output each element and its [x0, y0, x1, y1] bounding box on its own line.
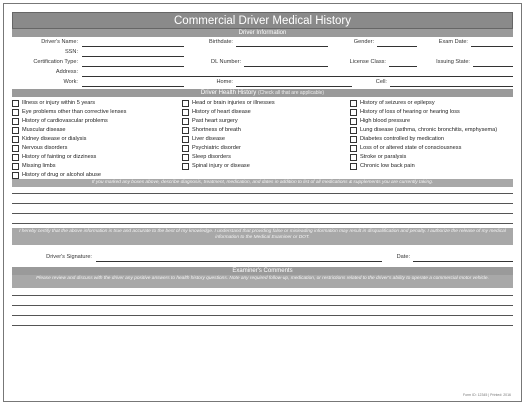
condition-checkbox[interactable]	[350, 136, 357, 143]
form-footer: Form ID: 12345 | Printed: 2016	[463, 393, 511, 397]
examiner-comments-header: Examiner's Comments	[12, 267, 513, 275]
condition-checkbox[interactable]	[182, 154, 189, 161]
condition-item[interactable]	[12, 135, 86, 144]
cell-phone-label: Cell:	[375, 79, 387, 85]
condition-checkbox[interactable]	[182, 109, 189, 116]
condition-label: Muscular disease	[22, 127, 66, 133]
condition-checkbox[interactable]	[182, 136, 189, 143]
dl-number-field[interactable]	[244, 66, 328, 67]
condition-label: Chronic low back pain	[360, 163, 415, 169]
signature-field[interactable]	[96, 261, 382, 262]
condition-item[interactable]	[182, 108, 251, 117]
comment-line[interactable]	[12, 325, 513, 326]
condition-item[interactable]	[350, 162, 415, 171]
condition-label: Psychiatric disorder	[192, 145, 241, 151]
condition-checkbox[interactable]	[350, 100, 357, 107]
condition-label: Liver disease	[192, 136, 225, 142]
condition-label: Nervous disorders	[22, 145, 68, 151]
health-history-title: Driver Health History	[200, 90, 257, 96]
condition-item[interactable]	[350, 99, 435, 108]
issuing-state-field[interactable]	[473, 66, 513, 67]
condition-label: Shortness of breath	[192, 127, 241, 133]
form-body	[12, 12, 513, 335]
condition-checkbox[interactable]	[182, 127, 189, 134]
condition-item[interactable]	[12, 108, 126, 117]
examiner-instructions: Please review and discuss with the driver any positive answers to health history questions. Note any required follow-up, medication, or restrictions related to the driver's ability to operate a commercial motor vehicle.	[12, 275, 513, 288]
gender-label: Gender:	[353, 39, 374, 45]
condition-item[interactable]	[12, 144, 67, 153]
condition-label: History of loss of hearing or hearing loss	[360, 109, 460, 115]
driver-info-header: Driver Information	[12, 29, 513, 37]
condition-label: Past heart surgery	[192, 118, 238, 124]
condition-checkbox[interactable]	[350, 145, 357, 152]
comment-line[interactable]	[12, 305, 513, 306]
explanation-line[interactable]	[12, 213, 513, 214]
condition-checkbox[interactable]	[350, 118, 357, 125]
condition-label: Kidney disease or dialysis	[22, 136, 87, 142]
condition-label: History of fainting or dizziness	[22, 154, 97, 160]
condition-checkbox[interactable]	[12, 127, 19, 134]
home-phone-field[interactable]	[236, 86, 352, 87]
condition-label: Sleep disorders	[192, 154, 231, 160]
condition-item[interactable]	[12, 117, 108, 126]
home-phone-label: Home:	[216, 79, 233, 85]
condition-item[interactable]	[350, 153, 406, 162]
condition-item[interactable]	[182, 126, 241, 135]
cell-phone-field[interactable]	[390, 86, 513, 87]
explanation-line[interactable]	[12, 193, 513, 194]
condition-label: History of seizures or epilepsy	[360, 100, 435, 106]
condition-checkbox[interactable]	[12, 172, 19, 179]
condition-checkbox[interactable]	[12, 145, 19, 152]
signature-date-field[interactable]	[413, 261, 513, 262]
condition-checkbox[interactable]	[350, 127, 357, 134]
condition-item[interactable]	[350, 126, 497, 135]
condition-item[interactable]	[182, 153, 231, 162]
condition-label: Missing limbs	[22, 163, 56, 169]
cert-type-field[interactable]	[82, 66, 184, 67]
condition-checkbox[interactable]	[12, 118, 19, 125]
exam-date-label: Exam Date:	[438, 39, 468, 45]
condition-item[interactable]	[12, 126, 66, 135]
condition-checkbox[interactable]	[12, 136, 19, 143]
drivers-name-label: Driver's Name:	[41, 39, 78, 45]
condition-label: Diabetes controlled by medication	[360, 136, 444, 142]
cert-type-label: Certification Type:	[33, 59, 78, 65]
condition-item[interactable]	[350, 108, 460, 117]
license-class-field[interactable]	[389, 66, 417, 67]
ssn-field[interactable]	[82, 56, 184, 57]
condition-checkbox[interactable]	[182, 100, 189, 107]
condition-item[interactable]	[182, 117, 238, 126]
explain-instructions: If you marked any boxes above, describe diagnosis, treatment, medication, and dates in addition to list of all medications & supplements you are currently taking.	[12, 179, 513, 187]
signature-row	[12, 251, 513, 265]
driver-info-section	[12, 37, 513, 101]
condition-checkbox[interactable]	[12, 100, 19, 107]
form-title: Commercial Driver Medical History	[12, 12, 513, 29]
condition-label: Loss of or altered state of consciousness	[360, 145, 462, 151]
condition-checkbox[interactable]	[182, 145, 189, 152]
work-phone-label: Work:	[63, 79, 78, 85]
condition-label: High blood pressure	[360, 118, 411, 124]
condition-item[interactable]	[182, 162, 250, 171]
gender-field[interactable]	[377, 46, 417, 47]
condition-checkbox[interactable]	[12, 163, 19, 170]
condition-checkbox[interactable]	[182, 163, 189, 170]
signature-label: Driver's Signature:	[46, 254, 92, 260]
drivers-name-field[interactable]	[82, 46, 184, 47]
health-conditions-grid	[12, 97, 513, 177]
condition-checkbox[interactable]	[12, 109, 19, 116]
condition-item[interactable]	[12, 162, 56, 171]
birthdate-label: Birthdate:	[209, 39, 233, 45]
comment-line[interactable]	[12, 295, 513, 296]
condition-item[interactable]	[182, 99, 275, 108]
condition-label: Illness or injury within 5 years	[22, 100, 96, 106]
issuing-state-label: Issuing State:	[436, 59, 470, 65]
condition-checkbox[interactable]	[350, 109, 357, 116]
condition-label: Spinal injury or disease	[192, 163, 250, 169]
condition-item[interactable]	[182, 135, 225, 144]
condition-label: History of heart disease	[192, 109, 251, 115]
condition-checkbox[interactable]	[182, 118, 189, 125]
explanation-line[interactable]	[12, 203, 513, 204]
work-phone-field[interactable]	[82, 86, 184, 87]
address-field[interactable]	[82, 76, 513, 77]
comment-line[interactable]	[12, 315, 513, 316]
condition-item[interactable]	[12, 99, 95, 108]
license-class-label: License Class:	[349, 59, 386, 65]
condition-label: History of drug or alcohol abuse	[22, 172, 101, 178]
exam-date-field[interactable]	[471, 46, 513, 47]
explanation-line[interactable]	[12, 223, 513, 224]
condition-label: Head or brain injuries or illnesses	[192, 100, 275, 106]
address-label: Address:	[55, 69, 78, 75]
condition-checkbox[interactable]	[350, 154, 357, 161]
examiner-comment-lines[interactable]	[12, 288, 513, 326]
signature-date-label: Date:	[396, 254, 410, 260]
condition-item[interactable]	[182, 144, 241, 153]
condition-item[interactable]	[12, 171, 101, 180]
ssn-label: SSN:	[64, 49, 78, 55]
condition-checkbox[interactable]	[350, 163, 357, 170]
condition-label: Eye problems other than corrective lenses	[22, 109, 127, 115]
condition-label: Lung disease (asthma, chronic bronchitis, emphysema)	[360, 127, 498, 133]
condition-label: History of cardiovascular problems	[22, 118, 108, 124]
explanation-lines[interactable]	[12, 187, 513, 224]
health-history-note: (Check all that are applicable)	[257, 90, 325, 96]
condition-item[interactable]	[350, 117, 410, 126]
condition-item[interactable]	[350, 135, 444, 144]
condition-label: Stroke or paralysis	[360, 154, 407, 160]
dl-number-label: DL Number:	[211, 59, 241, 65]
condition-checkbox[interactable]	[12, 154, 19, 161]
birthdate-field[interactable]	[236, 46, 328, 47]
form-page	[3, 3, 522, 402]
condition-item[interactable]	[350, 144, 461, 153]
condition-item[interactable]	[12, 153, 96, 162]
certification-statement: I hereby certify that the above information is true and accurate to the best of my knowledge. I understand that providing false or misleading information may result in disqualification and penalty. I authorize the release of my medical information to the Medical Examiner or DOT.	[12, 228, 513, 245]
